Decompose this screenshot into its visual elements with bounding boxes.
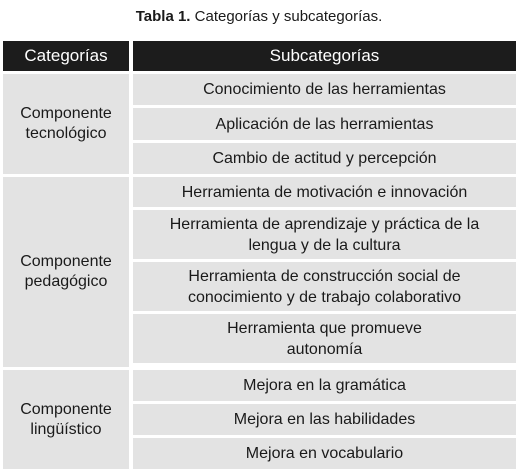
subcategory-cell bbox=[133, 404, 516, 435]
subcategory-line: Herramienta de construcción social de bbox=[188, 267, 461, 285]
subcategory-group-pedagogico bbox=[133, 177, 516, 367]
subcategory-line: Herramienta de motivación e innovación bbox=[181, 183, 468, 201]
subcategory-line: Mejora en vocabulario bbox=[245, 445, 404, 462]
category-tecnologico bbox=[3, 74, 129, 174]
caption-text: Categorías y subcategorías. bbox=[190, 8, 383, 25]
category-line: Componente bbox=[20, 253, 112, 270]
subcategory-line: Herramienta de aprendizaje y práctica de la bbox=[169, 215, 480, 233]
category-line: tecnológico bbox=[25, 125, 107, 142]
subcategory-line: Conocimiento de las herramientas bbox=[203, 80, 446, 98]
category-line: Componente bbox=[20, 105, 112, 122]
subcategory-cell bbox=[133, 74, 516, 105]
subcategory-cell bbox=[133, 262, 516, 311]
subcategory-cell bbox=[133, 370, 516, 401]
subcategory-cell bbox=[133, 210, 516, 259]
header-categories: Categorías bbox=[3, 41, 129, 71]
header-subcategories: Subcategorías bbox=[133, 41, 516, 71]
subcategory-line: autonomía bbox=[286, 340, 363, 358]
subcategory-line: Mejora en las habilidades bbox=[233, 411, 416, 428]
subcategory-cell bbox=[133, 177, 516, 207]
subcategory-cell bbox=[133, 143, 516, 174]
category-line: Componente bbox=[20, 400, 112, 418]
caption-label: Tabla 1. bbox=[135, 8, 191, 25]
subcategory-cell bbox=[133, 314, 516, 363]
subcategory-line: Mejora en la gramática bbox=[243, 377, 406, 394]
subcategory-cell bbox=[133, 108, 516, 141]
category-line: pedagógico bbox=[24, 273, 108, 290]
subcategory-line: conocimiento y de trabajo colaborativo bbox=[187, 288, 462, 306]
category-linguistico bbox=[3, 370, 129, 469]
category-pedagogico bbox=[3, 177, 129, 367]
subcategory-line: Cambio de actitud y percepción bbox=[212, 150, 437, 168]
subcategory-line: lengua y de la cultura bbox=[248, 236, 401, 254]
subcategory-line: Herramienta que promueve bbox=[227, 319, 422, 337]
table-caption bbox=[0, 7, 518, 27]
subcategory-group-linguistico bbox=[133, 370, 516, 469]
subcategory-group-tecnologico bbox=[133, 74, 516, 174]
categories-table bbox=[3, 41, 516, 464]
category-line: lingüístico bbox=[30, 420, 102, 438]
subcategory-cell bbox=[133, 438, 516, 469]
subcategory-line: Aplicación de las herramientas bbox=[215, 115, 434, 133]
